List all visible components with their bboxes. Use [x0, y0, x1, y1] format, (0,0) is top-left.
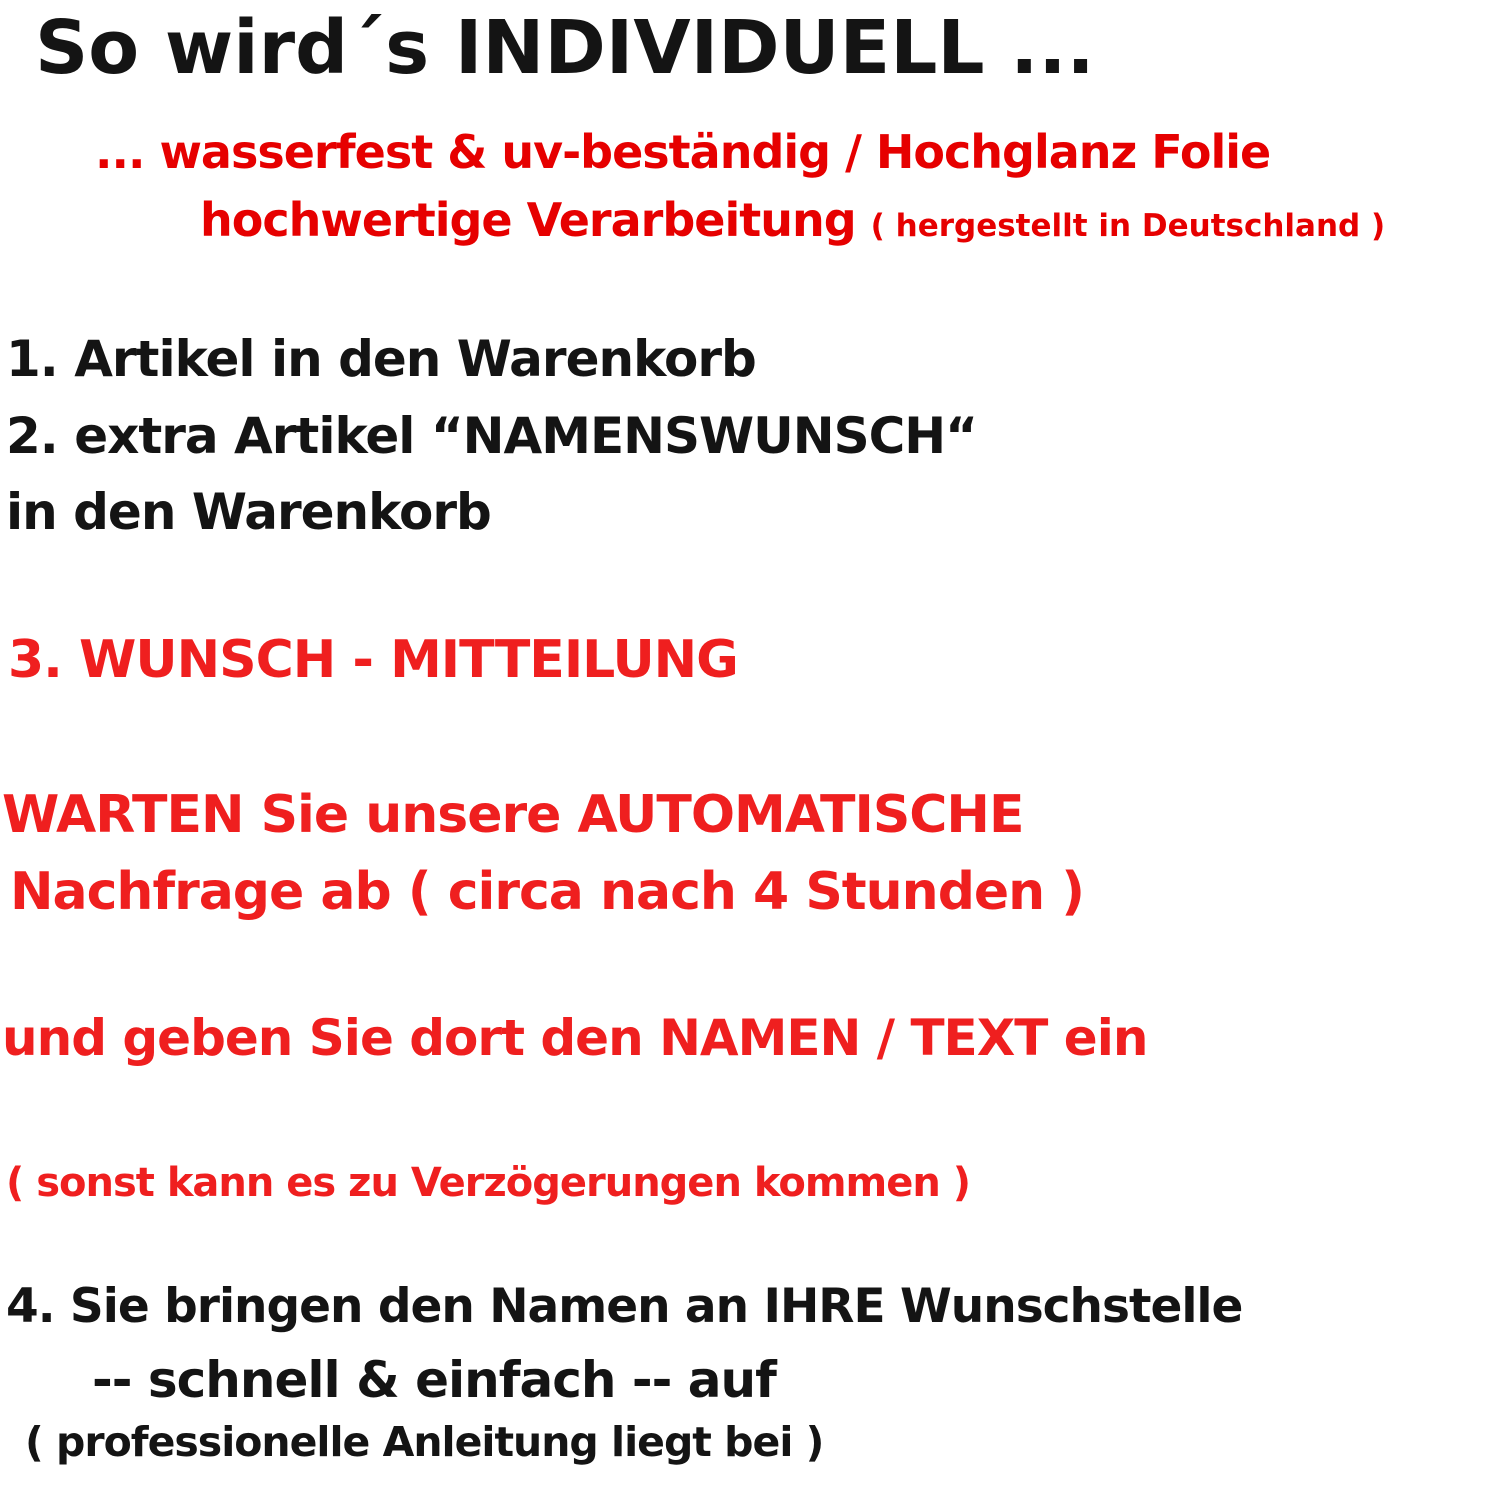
step-3-heading: 3. WUNSCH - MITTEILUNG	[8, 630, 738, 690]
step-3-enter-name-text: und geben Sie dort den NAMEN / TEXT ein	[2, 1009, 1148, 1067]
step-4-apply-name: 4. Sie bringen den Namen an IHRE Wunschstelle	[6, 1279, 1243, 1334]
step-2-continuation: in den Warenkorb	[6, 483, 491, 541]
step-3-wait-line-2: Nachfrage ab ( circa nach 4 Stunden )	[10, 862, 1085, 922]
feature-line-waterproof: ... wasserfest & uv-beständig / Hochglanz Folie	[95, 125, 1271, 179]
step-4-continuation: -- schnell & einfach -- auf	[92, 1351, 776, 1409]
feature-line-quality-main: hochwertige Verarbeitung	[200, 193, 871, 247]
feature-line-quality	[200, 193, 1386, 247]
step-4-instructions-note: ( professionelle Anleitung liegt bei )	[25, 1418, 824, 1466]
step-3-delay-note: ( sonst kann es zu Verzögerungen kommen )	[6, 1160, 971, 1206]
step-2-extra-article: 2. extra Artikel “NAMENSWUNSCH“	[6, 407, 978, 465]
made-in-germany-note: ( hergestellt in Deutschland )	[870, 208, 1386, 244]
step-1-add-to-cart: 1. Artikel in den Warenkorb	[6, 330, 756, 388]
page-title: So wird´s INDIVIDUELL ...	[35, 5, 1095, 91]
step-3-wait-line-1: WARTEN Sie unsere AUTOMATISCHE	[2, 785, 1024, 845]
